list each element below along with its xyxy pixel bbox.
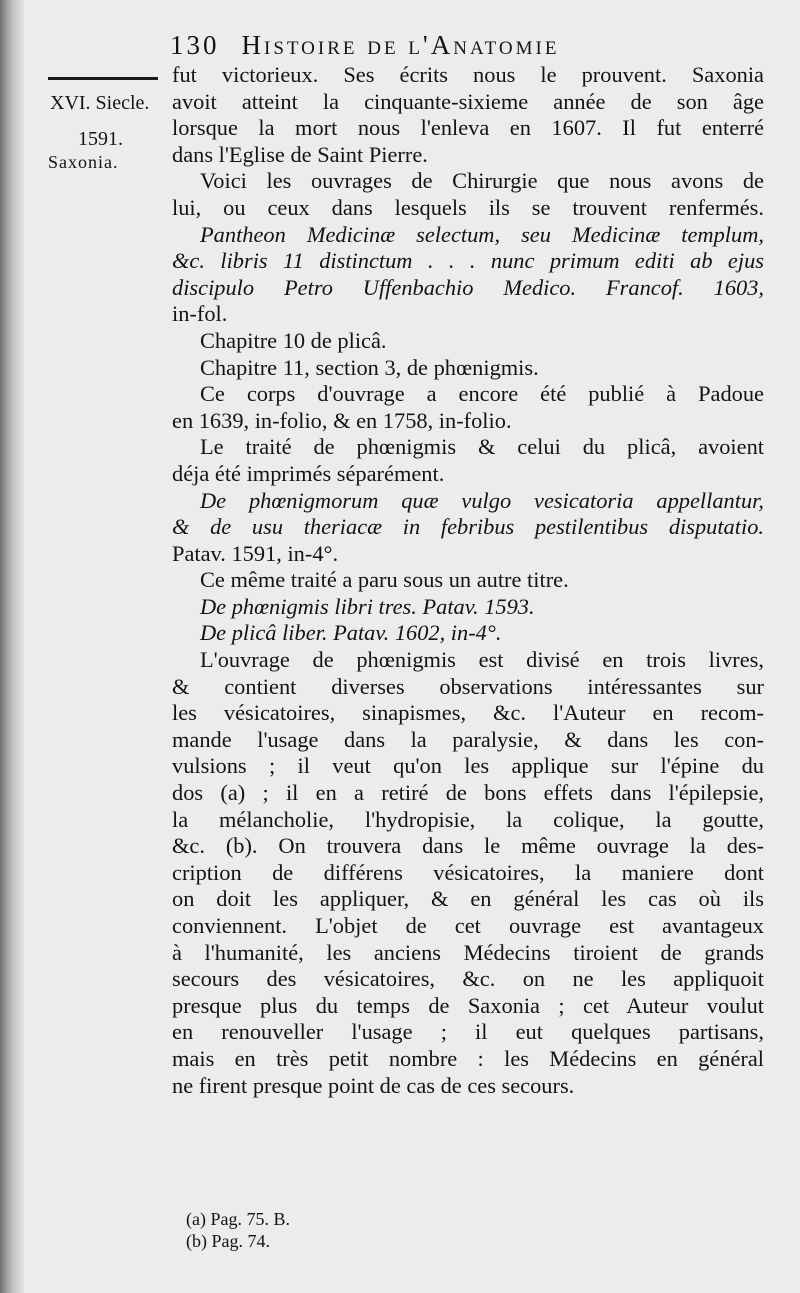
running-title: Histoire de l'Anatomie bbox=[241, 30, 560, 60]
text-line: Chapitre 10 de plicâ. bbox=[200, 327, 387, 353]
text-line: avoit atteint la cinquante-sixieme année de son âge bbox=[172, 88, 764, 114]
body-text bbox=[172, 62, 764, 1099]
text-line: Ce corps d'ouvrage a encore été publié à Padoue bbox=[200, 381, 764, 407]
text-line: lui, ou ceux dans lesquels ils se trouvent renfermés. bbox=[172, 194, 764, 220]
show-through-texture bbox=[430, 1172, 800, 1282]
text-line: ne firent presque point de cas de ces secours. bbox=[172, 1072, 575, 1098]
text-line: vulsions ; il veut qu'on les applique sur l'épine du bbox=[172, 753, 764, 779]
text-line: la mélancholie, l'hydropisie, la colique, la goutte, bbox=[172, 806, 764, 832]
text-line: déja été imprimés séparément. bbox=[172, 460, 445, 486]
text-line: De plicâ liber. Patav. 1602, in-4°. bbox=[200, 620, 502, 646]
text-line: les vésicatoires, sinapismes, &c. l'Auteur en recom- bbox=[172, 700, 764, 726]
page-number: 130 bbox=[170, 30, 220, 60]
page-binding-shadow bbox=[0, 0, 24, 1293]
text-line: &c. (b). On trouvera dans le même ouvrage la des- bbox=[172, 833, 764, 859]
text-line: mande l'usage dans la paralysie, & dans les con- bbox=[172, 726, 764, 752]
text-line: mais en très petit nombre : les Médecins en général bbox=[172, 1045, 764, 1071]
text-line: dos (a) ; il en a retiré de bons effets dans l'épilepsie, bbox=[172, 780, 764, 806]
text-line: & de usu theriacæ in febribus pestilentibus disputatio. bbox=[172, 514, 764, 540]
text-line: lorsque la mort nous l'enleva en 1607. Il fut enterré bbox=[172, 115, 764, 141]
text-line: on doit les appliquer, & en général les cas où ils bbox=[172, 886, 764, 912]
text-line: conviennent. L'objet de cet ouvrage est avantageux bbox=[172, 913, 764, 938]
text-line: en 1639, in-folio, & en 1758, in-folio. bbox=[172, 407, 512, 433]
text-line: Le traité de phœnigmis & celui du plicâ, avoient bbox=[200, 434, 764, 460]
text-line: dans l'Eglise de Saint Pierre. bbox=[172, 141, 428, 167]
footnotes bbox=[186, 1208, 290, 1252]
margin-rule bbox=[48, 77, 158, 80]
text-line: Chapitre 11, section 3, de phœnigmis. bbox=[200, 354, 539, 380]
text-line: discipulo Petro Uffenbachio Medico. Francof. 1603, bbox=[172, 274, 764, 300]
text-line: Pantheon Medicinæ selectum, seu Medicinæ templum, bbox=[200, 221, 764, 247]
footnote-a: (a) Pag. 75. B. bbox=[186, 1209, 290, 1229]
text-line: cription de différens vésicatoires, la maniere dont bbox=[172, 859, 764, 885]
text-line: De phœnigmis libri tres. Patav. 1593. bbox=[200, 593, 535, 619]
text-line: De phœnigmorum quæ vulgo vesicatoria appellantur, bbox=[200, 487, 764, 513]
margin-note-year: 1591. bbox=[78, 128, 123, 150]
text-line: L'ouvrage de phœnigmis est divisé en trois livres, bbox=[200, 647, 764, 673]
text-line: Voici les ouvrages de Chirurgie que nous avons de bbox=[200, 168, 764, 194]
margin-note-century: XVI. Siecle. bbox=[50, 92, 150, 114]
text-line: en renouveller l'usage ; il eut quelques partisans, bbox=[172, 1019, 764, 1045]
margin-note-author: Saxonia. bbox=[48, 152, 119, 172]
text-line: fut victorieux. Ses écrits nous le prouvent. Saxonia bbox=[172, 62, 764, 87]
running-head bbox=[170, 30, 690, 61]
footnote-b: (b) Pag. 74. bbox=[186, 1231, 270, 1251]
text-line: à l'humanité, les anciens Médecins tiroient de grands bbox=[172, 939, 764, 965]
text-line: & contient diverses observations intéressantes sur bbox=[172, 673, 764, 699]
text-line: in-fol. bbox=[172, 301, 228, 327]
text-line: presque plus du temps de Saxonia ; cet Auteur voulut bbox=[172, 992, 764, 1018]
text-line: secours des vésicatoires, &c. on ne les appliquoit bbox=[172, 966, 764, 992]
text-line: Ce même traité a paru sous un autre titre. bbox=[200, 567, 569, 593]
text-line: Patav. 1591, in-4°. bbox=[172, 540, 339, 566]
text-line: &c. libris 11 distinctum . . . nunc primum editi ab ejus bbox=[172, 248, 764, 274]
